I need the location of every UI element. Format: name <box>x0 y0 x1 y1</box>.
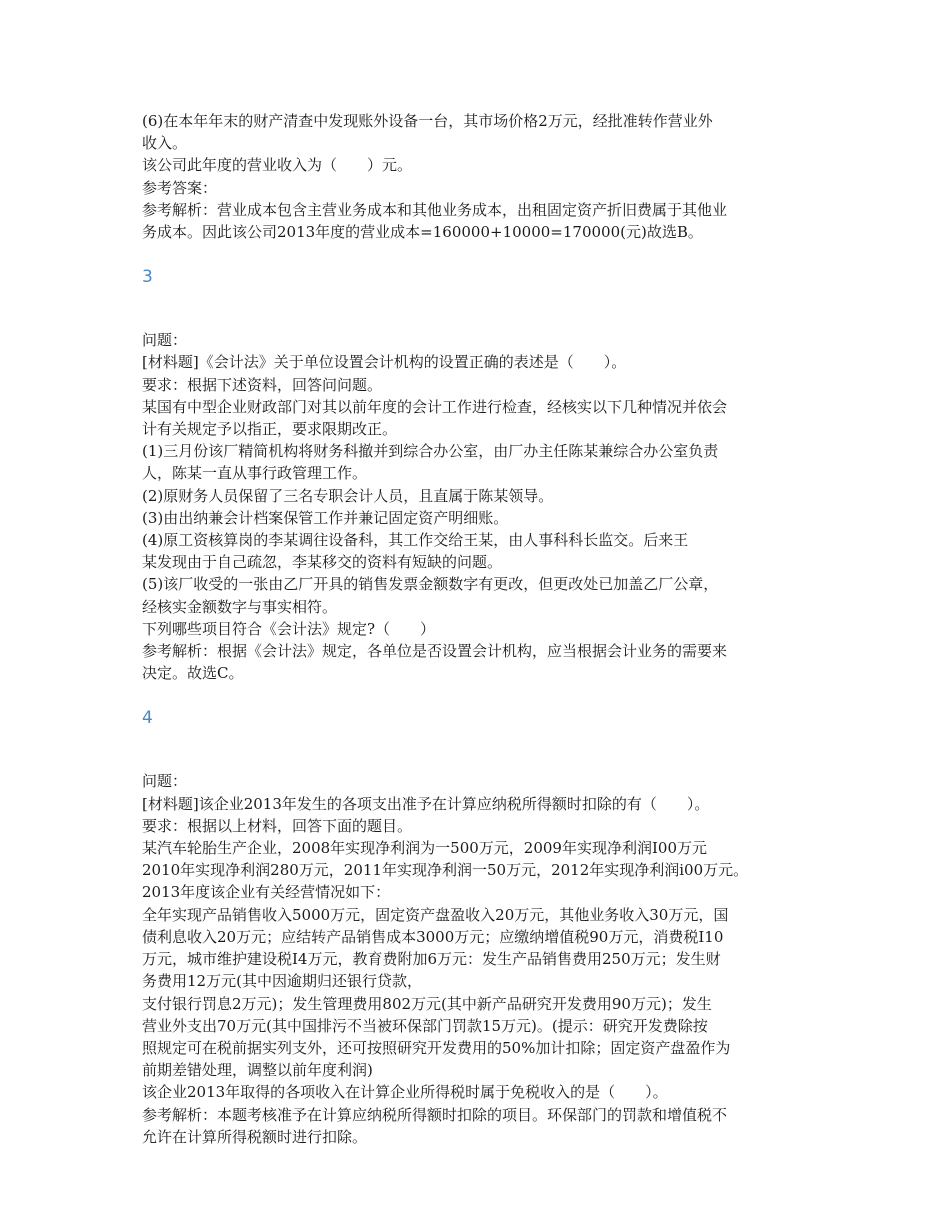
text-line: 决定。故选C。 <box>142 664 244 683</box>
text-line: 务成本。因此该公司2013年度的营业成本=160000+10000=170000(元)故选B。 <box>142 223 703 242</box>
document-page <box>142 110 810 1148</box>
text-line: 该企业2013年取得的各项收入在计算企业所得税时属于免税收入的是（ ）。 <box>142 1083 668 1102</box>
text-line: 债利息收入20万元；应结转产品销售成本3000万元；应缴纳增值税90万元，消费税I10 <box>142 927 724 946</box>
text-line: 问题： <box>142 331 188 350</box>
text-line: [材料题]《会计法》关于单位设置会计机构的设置正确的表述是（ ）。 <box>142 353 627 372</box>
text-line: 营业外支出70万元(其中国排污不当被环保部门罚款15万元)。(提示：研究开发费除按 <box>142 1016 708 1035</box>
section-number-3: 3 <box>142 267 153 288</box>
text-line: 2013年度该企业有关经营情况如下： <box>142 883 391 902</box>
block-question-3 <box>142 329 810 684</box>
text-line: 经核实金额数字与事实相符。 <box>142 597 338 616</box>
text-line: 照规定可在税前据实列支外，还可按照研究开发费用的50%加计扣除；固定资产盘盈作为 <box>142 1038 731 1057</box>
text-line: 万元，城市维护建设税I4万元，教育费附加6万元：发生产品销售费用250万元；发生财 <box>142 950 721 969</box>
text-line: 允许在计算所得税额时进行扣除。 <box>142 1127 368 1146</box>
text-line: 要求：根据下述资料，回答问问题。 <box>142 375 383 394</box>
text-line: 收入。 <box>142 134 188 153</box>
text-line: 2010年实现净利润280万元，2011年实现净利润一50万元，2012年实现净利润i00万元。 <box>142 861 749 880</box>
text-line: 要求：根据以上材料，回答下面的题目。 <box>142 816 413 835</box>
section-number-4: 4 <box>142 708 153 729</box>
block-question-4 <box>142 770 810 1147</box>
text-line: 问题： <box>142 772 188 791</box>
text-line: (5)该厂收受的一张由乙厂开具的销售发票金额数字有更改，但更改处已加盖乙厂公章， <box>142 575 719 594</box>
text-line: 支付银行罚息2万元)；发生管理费用802万元(其中新产品研究开发费用90万元)；发生 <box>142 994 712 1013</box>
text-line: 参考解析：营业成本包含主营业务成本和其他业务成本，出租固定资产折旧费属于其他业 <box>142 200 728 219</box>
text-line: 某汽车轮胎生产企业，2008年实现净利润为一500万元，2009年实现净利润I00万元 <box>142 839 707 858</box>
text-line: 计有关规定予以指正，要求限期改正。 <box>142 420 398 439</box>
block-question-2-tail <box>142 110 810 243</box>
text-line: (4)原工资核算岗的李某调往设备科，其工作交给王某，由人事科科长监交。后来王 <box>142 531 689 550</box>
text-line: (6)在本年年末的财产清查中发现账外设备一台，其市场价格2万元，经批准转作营业外 <box>142 112 713 130</box>
text-line: 全年实现产品销售收入5000万元，固定资产盘盈收入20万元，其他业务收入30万元，国 <box>142 905 729 924</box>
text-line: 参考解析：根据《会计法》规定，各单位是否设置会计机构，应当根据会计业务的需要来 <box>142 642 728 661</box>
text-line: 前期差错处理，调整以前年度利润) <box>142 1061 373 1080</box>
text-line: 人，陈某一直从事行政管理工作。 <box>142 464 368 483</box>
text-line: 务费用12万元(其中因逾期归还银行贷款， <box>142 972 422 991</box>
text-line: 参考答案： <box>142 178 218 197</box>
text-line: 该公司此年度的营业收入为（ ）元。 <box>142 156 413 175</box>
text-line: 某国有中型企业财政部门对其以前年度的会计工作进行检查，经核实以下几种情况并依会 <box>142 397 728 416</box>
text-line: 某发现由于自己疏忽，李某移交的资料有短缺的问题。 <box>142 553 503 572</box>
text-line: (1)三月份该厂精简机构将财务科撤并到综合办公室，由厂办主任陈某兼综合办公室负责 <box>142 442 719 461</box>
text-line: [材料题]该企业2013年发生的各项支出准予在计算应纳税所得额时扣除的有（ ）。 <box>142 794 710 813</box>
text-line: (3)由出纳兼会计档案保管工作并兼记固定资产明细账。 <box>142 508 509 527</box>
text-line: 参考解析：本题考核准予在计算应纳税所得额时扣除的项目。环保部门的罚款和增值税不 <box>142 1105 728 1124</box>
text-line: (2)原财务人员保留了三名专职会计人员，且直属于陈某领导。 <box>142 486 554 505</box>
text-line: 下列哪些项目符合《会计法》规定?（ ） <box>142 619 436 638</box>
